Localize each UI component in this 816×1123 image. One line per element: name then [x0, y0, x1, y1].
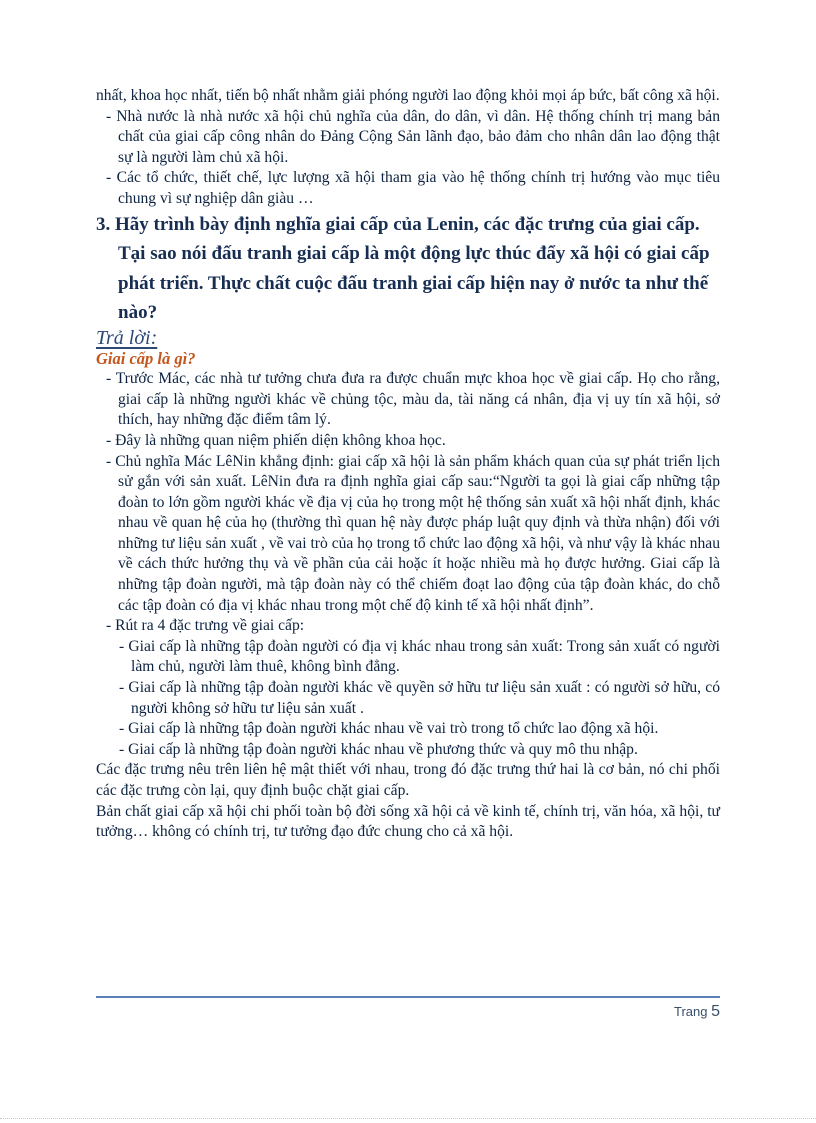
list-item: - Rút ra 4 đặc trưng về giai cấp:: [106, 617, 305, 635]
page-number: 5: [711, 1003, 720, 1020]
continuation-text: nhất, khoa học nhất, tiến bộ nhất nhằm giải phóng người lao động khỏi mọi áp bức, bất công xã hội.: [96, 87, 720, 104]
bullet-item: - Các tổ chức, thiết chế, lực lượng xã hội tham gia vào hệ thống chính trị hướng vào mục tiêu chung vì sự nghiệp dân giàu …: [106, 169, 720, 207]
question-heading: 3. Hãy trình bày định nghĩa giai cấp của Lenin, các đặc trưng của giai cấp. Tại sao nói đấu tranh giai cấp là một động lực thúc đẩy xã hội có giai cấp phát triển. Thực chất cuộc đấu tranh giai cấp hiện nay ở nước ta như thế nào?: [96, 213, 710, 324]
page-footer: [674, 1003, 720, 1021]
trait-item: - Giai cấp là những tập đoàn người khác nhau về phương thức và quy mô thu nhập.: [119, 740, 638, 758]
bullet-item: - Nhà nước là nhà nước xã hội chủ nghĩa của dân, do dân, vì dân. Hệ thống chính trị mang bản chất của giai cấp công nhân do Đảng Cộng Sản lãnh đạo, bảo đảm cho nhân dân lao động thật sự là người làm chủ xã hội.: [106, 107, 720, 166]
footer-divider: [96, 996, 720, 998]
trait-item: - Giai cấp là những tập đoàn người khác về quyền sở hữu tư liệu sản xuất : có người sở hữu, có người không sở hữu tư liệu sản xuất .: [119, 679, 720, 717]
paragraph: Các đặc trưng nêu trên liên hệ mật thiết với nhau, trong đó đặc trưng thứ hai là cơ bản, nó chi phối các đặc trưng còn lại, quy định buộc chặt giai cấp.: [96, 761, 720, 799]
list-item: - Đây là những quan niệm phiến diện không khoa học.: [106, 431, 446, 449]
page-content: [96, 86, 720, 843]
page-label: Trang: [673, 1004, 708, 1019]
paragraph: Bản chất giai cấp xã hội chi phối toàn bộ đời sống xã hội cả về kinh tế, chính trị, văn hóa, xã hội, tư tưởng… không có chính trị, tư tưởng đạo đức chung cho cả xã hội.: [96, 802, 720, 841]
list-item: - Trước Mác, các nhà tư tưởng chưa đưa ra được chuẩn mực khoa học về giai cấp. Họ cho rằng, giai cấp là những người khác về chủng tộc, màu da, tài năng cá nhân, địa vị uy tín xã hội, sở thích, hay những đặc điểm tâm lý.: [106, 370, 720, 429]
trait-item: - Giai cấp là những tập đoàn người khác nhau về vai trò trong tổ chức lao động xã hội.: [119, 720, 659, 738]
list-item: - Chủ nghĩa Mác LêNin khẳng định: giai cấp xã hội là sản phẩm khách quan của sự phát triển lịch sử gắn với sản xuất. LêNin đưa ra định nghĩa giai cấp sau:“Người ta gọi là giai cấp những tập đoàn to lớn gồm người khác về địa vị của họ trong một hệ thống sản xuất xã hội nhất định, khác nhau về quan hệ của họ (thường thì quan hệ này được pháp luật quy định và thừa nhận) đối với những tư liệu sản xuất , về vai trò của họ trong tổ chức lao động xã hội, và như vậy là khác nhau về cách thức hưởng thụ và về phần của cải hoặc ít hoặc nhiều mà họ được hưởng. Giai cấp là những tập đoàn người, mà tập đoàn này có thể chiếm đoạt lao động của tập đoàn khác, do chỗ các tập đoàn có địa vị khác nhau trong một chế độ kinh tế xã hội nhất định”.: [106, 452, 720, 614]
page-bottom-edge: [0, 1118, 816, 1119]
answer-label: Trả lời:: [96, 326, 158, 349]
section-heading: Giai cấp là gì?: [96, 348, 196, 368]
trait-item: - Giai cấp là những tập đoàn người có địa vị khác nhau trong sản xuất: Trong sản xuất có người làm chủ, người làm thuê, không bình đẳng.: [119, 637, 720, 676]
